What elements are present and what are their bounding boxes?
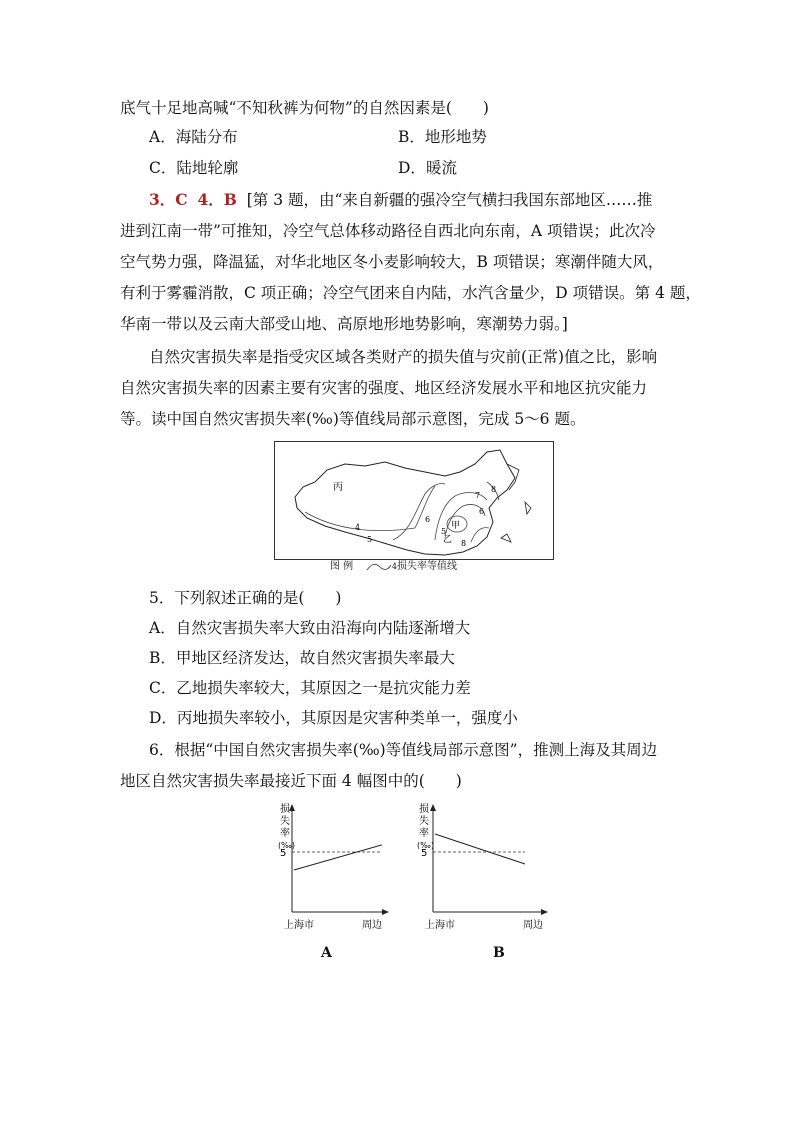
q5-option-c[interactable]: C．乙地损失率较大，其原因之一是抗灾能力差 <box>149 679 471 697</box>
china-outline-drawing <box>275 442 553 559</box>
svg-text:(‰): (‰) <box>417 841 434 850</box>
answer34-line2: 进到江南一带”可推知，冷空气总体移动路径自西北向东南，A 项错误；此次冷 <box>120 222 656 240</box>
svg-text:(‰): (‰) <box>278 841 295 850</box>
label-bing: 丙 <box>333 482 343 493</box>
q6-stem-line2: 地区自然灾害损失率最接近下面 4 幅图中的( ) <box>120 772 462 790</box>
x-end-label: 周边 <box>362 920 382 931</box>
svg-text:失: 失 <box>419 816 429 827</box>
legend-label: 图 例 <box>330 561 354 572</box>
q2-option-b[interactable]: B．地形地势 <box>398 128 487 146</box>
svg-text:损: 损 <box>280 804 290 815</box>
contour-value: 5 <box>367 535 373 544</box>
q6-stem-line1: 6．根据“中国自然灾害损失率(‰)等值线局部示意图”，推测上海及其周边 <box>149 741 658 759</box>
answer34-line1: 3．C 4．B [第 3 题，由“来自新疆的强冷空气横扫我国东部地区……推 <box>149 190 653 209</box>
contour-value: 5 <box>441 527 447 536</box>
x-axis-arrow <box>541 909 548 915</box>
contour-value: 6 <box>479 507 485 516</box>
intro-line1: 自然灾害损失率是指受灾区域各类财产的损失值与灾前(正常)值之比，影响 <box>149 348 658 366</box>
contour-value: 8 <box>491 485 497 494</box>
answer34-line5: 华南一带以及云南大部受山地、高原地形地势影响，寒潮势力弱。] <box>120 315 568 333</box>
answer34-line3: 空气势力强，降温猛，对华北地区冬小麦影响较大，B 项错误；寒潮伴随大风， <box>120 253 664 271</box>
contour-value: 7 <box>475 491 481 500</box>
svg-text:率: 率 <box>280 828 290 839</box>
q2-stem-end: 底气十足地高喊“不知秋裤为何物”的自然因素是( ) <box>120 99 489 117</box>
svg-text:失: 失 <box>280 816 290 827</box>
contour-value: 8 <box>461 539 467 548</box>
y-tick-5: 5 <box>421 848 428 859</box>
graph-a[interactable] <box>270 800 390 940</box>
y-axis-arrow <box>430 804 436 811</box>
x-axis-arrow <box>382 909 389 915</box>
graph-b-caption: B <box>493 945 505 961</box>
q4-answer: 4．B <box>197 190 237 209</box>
china-isoline-map <box>274 441 554 560</box>
label-jia: 甲 <box>451 521 461 531</box>
q3-answer: 3．C <box>149 190 188 209</box>
label-yi: 乙 <box>443 535 453 545</box>
q2-option-d[interactable]: D．暖流 <box>398 159 457 177</box>
q5-option-d[interactable]: D．丙地损失率较小，其原因是灾害种类单一，强度小 <box>149 709 518 727</box>
y-tick-5: 5 <box>280 848 287 859</box>
legend-text: 损失率等值线 <box>397 561 457 572</box>
q5-stem: 5．下列叙述正确的是( ) <box>149 589 342 607</box>
intro-line3: 等。读中国自然灾害损失率(‰)等值线局部示意图，完成 5～6 题。 <box>120 410 586 428</box>
q5-option-a[interactable]: A．自然灾害损失率大致由沿海向内陆逐渐增大 <box>149 619 471 637</box>
answer34-line4: 有利于雾霾消散，C 项正确；冷空气团来自内陆，水汽含量少，D 项错误。第 4 题， <box>120 284 701 302</box>
map-legend <box>330 560 457 574</box>
q2-option-c[interactable]: C．陆地轮廓 <box>149 159 239 177</box>
x-start-label: 上海市 <box>284 920 314 931</box>
intro-line2: 自然灾害损失率的因素主要有灾害的强度、地区经济发展水平和地区抗灾能力 <box>120 379 648 397</box>
q2-option-a[interactable]: A．海陆分布 <box>149 128 238 146</box>
svg-text:率: 率 <box>419 828 429 839</box>
loss-rate-line <box>435 834 525 864</box>
contour-value: 4 <box>355 523 361 532</box>
legend-sample-value: 4 <box>391 562 397 571</box>
graph-a-caption: A <box>321 945 332 961</box>
x-end-label: 周边 <box>523 920 543 931</box>
loss-rate-line <box>294 845 382 870</box>
x-start-label: 上海市 <box>425 920 455 931</box>
graph-b[interactable] <box>413 800 553 940</box>
svg-text:损: 损 <box>419 804 429 815</box>
q5-option-b[interactable]: B．甲地区经济发达，故自然灾害损失率最大 <box>149 649 455 667</box>
contour-value: 6 <box>425 515 431 524</box>
isoline-legend-icon <box>366 562 392 572</box>
